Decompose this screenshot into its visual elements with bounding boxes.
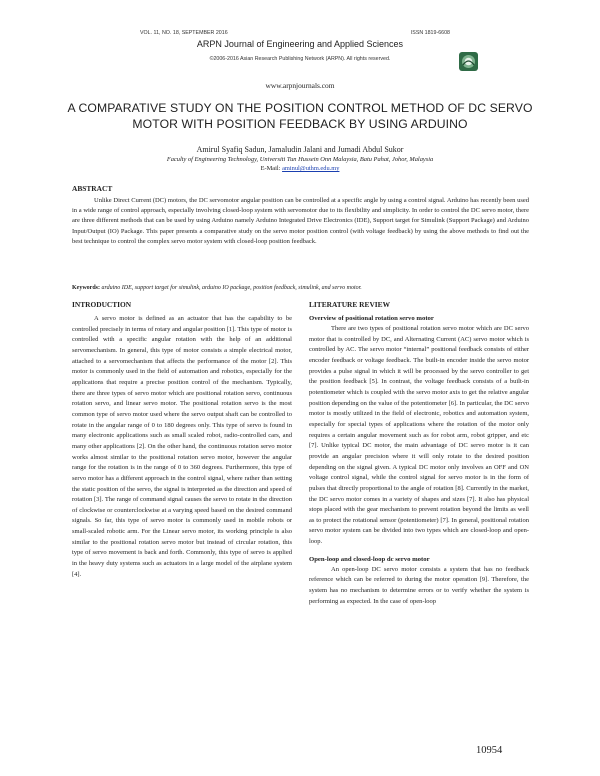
page-number: 10954 <box>476 745 503 756</box>
open-closed-loop-subheading: Open-loop and closed-loop dc servo motor <box>309 555 430 563</box>
issn-info: ISSN 1819-6608 <box>410 30 450 36</box>
copyright-line: ©2006-2016 Asian Research Publishing Network (ARPN). All rights reserved. <box>209 56 391 62</box>
journal-name: ARPN Journal of Engineering and Applied Sciences <box>196 39 404 49</box>
volume-info: VOL. 11, NO. 18, SEPTEMBER 2016 <box>140 30 228 36</box>
email-line <box>0 165 600 172</box>
author-affiliation: Faculty of Engineering Technology, Universiti Tun Hussein Onn Malaysia, Batu Pahat, Johor, Malaysia <box>166 156 434 163</box>
literature-review-heading: LITERATURE REVIEW <box>309 300 390 309</box>
paper-title: A COMPARATIVE STUDY ON THE POSITION CONTROL METHOD OF DC SERVO MOTOR WITH POSITION FEEDBACK BY USING ARDUINO <box>67 101 533 131</box>
email-label: E-Mail: <box>260 165 281 172</box>
paper-authors: Amirul Syafiq Sadun, Jamaludin Jalani and Jumadi Abdul Sukor <box>196 145 404 154</box>
introduction-paragraph: A servo motor is defined as an actuator that has the capability to be controlled precisely in terms of rotary and angular position [1]. This type of motor is controlled with a specific angular rotation with the help of an additional servomechanism. In general, this type of motor consists a simple electrical motor, attached to a servomechanism that affects the performance of the motor [2]. This motor is commonly used in the field of automation and robotics, especially for the applications that require a precise position control of the mechanism. Typically, there are three types of servo motor which are positional rotation servo, continuous rotation servo, and linear servo motor. The positional rotation servo is the most common type of servo motor used where the servo output shaft can be controlled to rotate in the angular range of 0 to 180 degrees only. This type of servo is found in many electronic applications such as small scaled robot, radio-controlled cars, and many other applications [2]. On the other hand, the continuous rotation servo motor works almost similar to the positional rotation servo motor, however the angular range for the rotation is in the range of 0 to 360 degrees. Furthermore, this type of servo motor has a different approach in the control signal, where rather than setting the static position of the servo, the signal is interpreted as the direction and speed of rotation [3]. The range of command signal causes the servo to rotate in the direction of clockwise or counterclockwise at a varying speed based on the desired command signals. So far, this type of servo motor is commonly used in mobile robots or small-scaled robotic arm. For the Linear servo motor, its working principle is also similar to the positional rotation servo motor but instead of circular rotation, this type of servo movement is back and forth. Commonly, this type of servo is applied in the heavy duty systems such as actuators in a large model of the airplane system [4]. <box>72 315 292 578</box>
abstract-heading: ABSTRACT <box>72 184 113 193</box>
right-column <box>309 300 529 607</box>
open-loop-paragraph: An open-loop DC servo motor consists a system that has no feedback reference which can be referred to during the motor operation [9]. Therefore, the system has no mechanism to determine errors or to verify whether the system is performing as expected. In the case of open-loop <box>309 565 529 605</box>
abstract-body: Unlike Direct Current (DC) motors, the DC servomotor angular position can be controlled at a specific angle by using a control signal. Arduino has recently been used in a wide range of control approach, especially involving closed-loop system with servomotor due to its flexibility and simplicity. In order to control the DC servo motor, there are three different methods that can be used by using Arduino namely Arduino Integrated Drive Electronics (IDE), Support target for Simulink (Support Package) and Arduino Input/Output (IO) Package. This paper presents a comparative study on the servo motor position control (with voltage feedback) by using the above methods to find out the best technique to control the complex servo motor system with closed-loop position feedback. <box>72 197 529 245</box>
keywords-list: arduino IDE, support target for simulink, arduino IO package, position feedback, simulink, and servo motor. <box>101 285 362 291</box>
journal-url[interactable]: www.arpnjournals.com <box>265 81 335 90</box>
keywords-line <box>72 284 529 293</box>
overview-subheading: Overview of positional rotation servo motor <box>309 315 434 322</box>
introduction-heading: INTRODUCTION <box>72 300 132 309</box>
arpn-logo-icon <box>459 52 478 71</box>
email-link[interactable]: aminul@uthm.edu.my <box>282 165 340 172</box>
keywords-label: Keywords: <box>72 285 100 291</box>
header-top-line <box>140 30 450 36</box>
left-column <box>72 300 292 580</box>
overview-paragraph: There are two types of positional rotation servo motor which are DC servo motor that is controlled by DC, and Alternating Current (AC) servo motor which is controlled by AC. The servo motor “internal” positional feedback consists of either encoder feedback or voltage feedback. The built-in encoder inside the servo motor provides a pulse signal in which it will be processed by the servo controller to get the position feedback [5]. In contrast, the voltage feedback consists of a built-in potentiometer which is coupled with the servo motor axis to get the relative angular position depending on the value of the potentiometer [6]. In particular, the DC servo motor is mostly utilized in the field of electronic, robotics and automation system, especially for special types of applications where the rotation of the motor only requires a certain angular movement such as for robot arm, robot gripper, and etc [7]. Unlike typical DC motor, the main advantage of DC servo motor is it can provide an angular precision where it will only rotate to the desired position depending on the signal given. A typical DC motor only involves an OFF and ON voltage control signal, while the control signal for servo motor is in the form of pulses that directly proportional to the angle of rotation [8]. Currently in the market, the DC servo motor comes in a variety of shapes and sizes [7]. It also has physical stops placed with the gear mechanism to prevent rotation beyond the limits as well as to protect the rotational sensor (potentiometer) [7]. In general, positional rotation servo motor system can be divided into two types which are closed-loop and open-loop. <box>309 325 529 546</box>
